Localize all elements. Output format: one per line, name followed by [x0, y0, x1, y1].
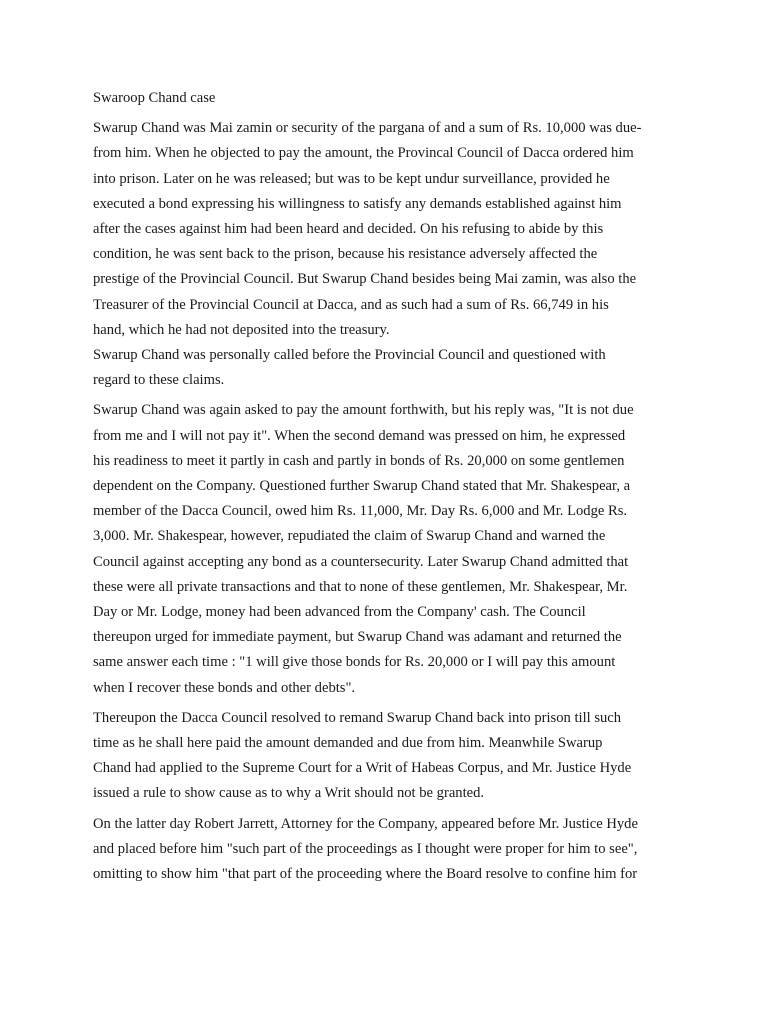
text-line: into prison. Later on he was released; but was to be kept undur surveillance, provided he	[93, 170, 610, 187]
text-line: condition, he was sent back to the prison, because his resistance adversely affected the	[93, 246, 598, 263]
text-line: and placed before him "such part of the proceedings as I thought were proper for him to see",	[93, 840, 638, 857]
text-line: 3,000. Mr. Shakespear, however, repudiated the claim of Swarup Chand and warned the	[93, 528, 606, 545]
paragraph-5	[93, 812, 676, 888]
text-line: executed a bond expressing his willingness to satisfy any demands established against him	[93, 195, 622, 212]
text-line: regard to these claims.	[93, 372, 225, 389]
text-line: omitting to show him "that part of the proceeding where the Board resolve to confine him for	[93, 866, 638, 883]
text-line: same answer each time : "1 will give those bonds for Rs. 20,000 or I will pay this amount	[93, 654, 616, 671]
text-line: when I recover these bonds and other debts".	[93, 679, 356, 696]
text-line: prestige of the Provincial Council. But Swarup Chand besides being Mai zamin, was also the	[93, 271, 637, 288]
text-line: hand, which he had not deposited into the treasury.	[93, 321, 390, 338]
text-line: Day or Mr. Lodge, money had been advanced from the Company' cash. The Council	[93, 604, 586, 621]
text-line: Swarup Chand was personally called before the Provincial Council and questioned with	[93, 347, 606, 364]
text-line: member of the Dacca Council, owed him Rs. 11,000, Mr. Day Rs. 6,000 and Mr. Lodge Rs.	[93, 503, 628, 520]
paragraph-1	[93, 116, 676, 343]
text-line: Chand had applied to the Supreme Court for a Writ of Habeas Corpus, and Mr. Justice Hyde	[93, 760, 632, 777]
text-line: from me and I will not pay it". When the second demand was pressed on him, he expressed	[93, 427, 626, 444]
text-line: On the latter day Robert Jarrett, Attorney for the Company, appeared before Mr. Justice Hyde	[93, 815, 638, 832]
text-line: Swarup Chand was again asked to pay the amount forthwith, but his reply was, "It is not due	[93, 402, 634, 419]
text-line: after the cases against him had been heard and decided. On his refusing to abide by this	[93, 221, 604, 238]
text-line: Swarup Chand was Mai zamin or security of the pargana of and a sum of Rs. 10,000 was due-	[93, 120, 642, 137]
text-line: from him. When he objected to pay the amount, the Provincal Council of Dacca ordered him	[93, 145, 634, 162]
paragraph-2	[93, 343, 676, 393]
paragraph-3	[93, 398, 676, 700]
text-line: Treasurer of the Provincial Council at Dacca, and as such had a sum of Rs. 66,749 in his	[93, 296, 609, 313]
document-title: Swaroop Chand case	[93, 90, 216, 106]
paragraph-4	[93, 706, 676, 807]
text-line: dependent on the Company. Questioned further Swarup Chand stated that Mr. Shakespear, a	[93, 478, 631, 495]
text-line: thereupon urged for immediate payment, but Swarup Chand was adamant and returned the	[93, 629, 622, 646]
text-line: these were all private transactions and that to none of these gentlemen, Mr. Shakespear, Mr.	[93, 578, 628, 595]
text-line: Council against accepting any bond as a countersecurity. Later Swarup Chand admitted that	[93, 553, 629, 570]
text-line: time as he shall here paid the amount demanded and due from him. Meanwhile Swarup	[93, 735, 603, 752]
text-line: Thereupon the Dacca Council resolved to remand Swarup Chand back into prison till such	[93, 709, 622, 726]
text-line: his readiness to meet it partly in cash and partly in bonds of Rs. 20,000 on some gentlemen	[93, 452, 625, 469]
text-line: issued a rule to show cause as to why a Writ should not be granted.	[93, 785, 485, 802]
